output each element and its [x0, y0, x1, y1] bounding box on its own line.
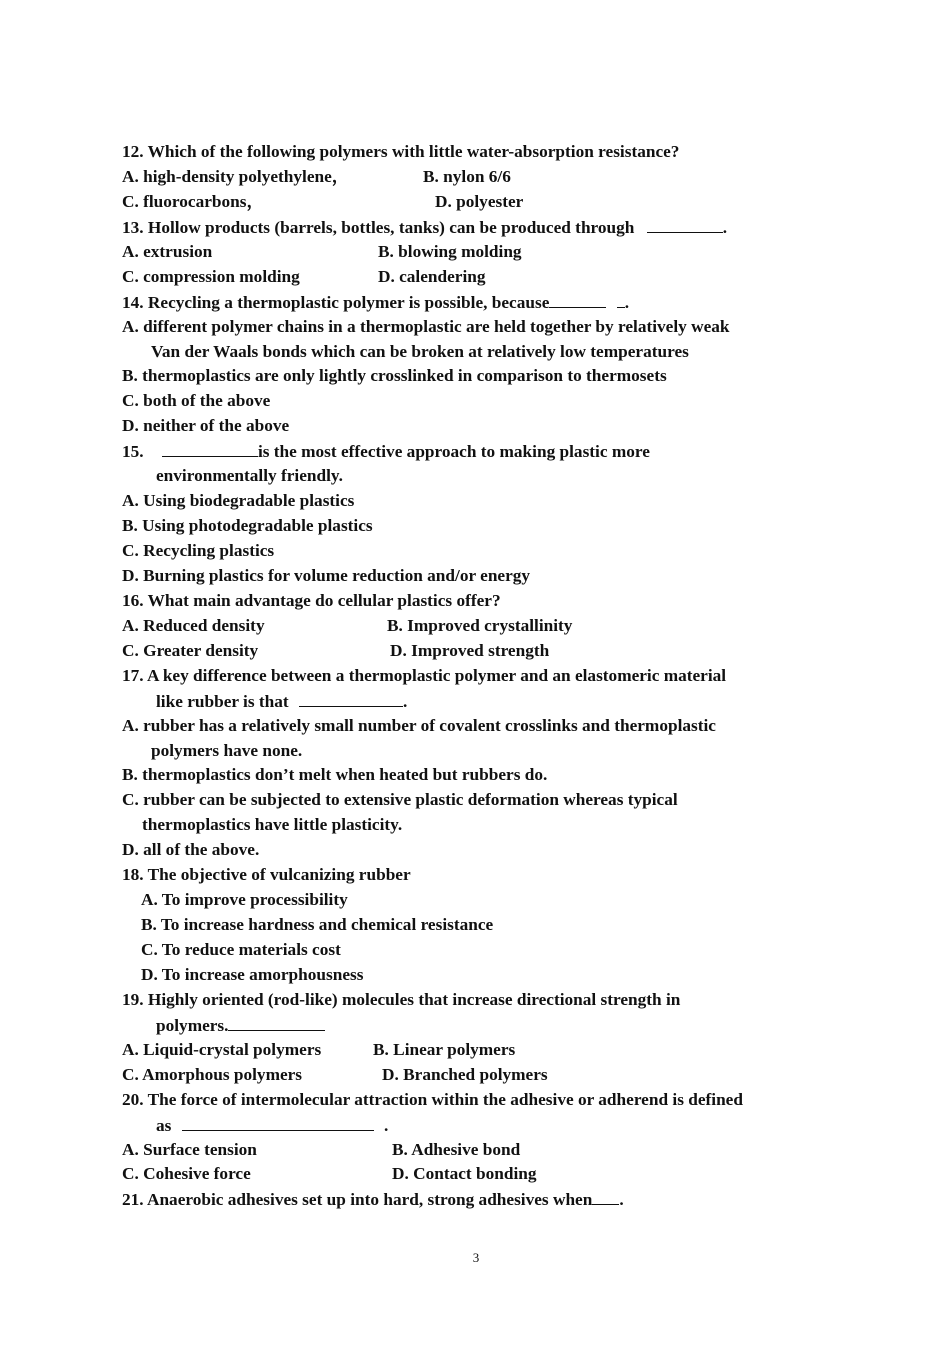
- option-b: B. Linear polymers: [373, 1039, 516, 1059]
- question-end-mark: .: [384, 1115, 389, 1135]
- question-17-option-a-cont: [122, 739, 842, 764]
- option-c-continued: thermoplastics have little plasticity.: [142, 815, 403, 835]
- option-a: A. Surface tension: [122, 1139, 257, 1159]
- question-text: 13. Hollow products (barrels, bottles, tanks) can be produced through: [122, 217, 635, 237]
- option-a: A. To improve processibility: [141, 890, 348, 910]
- question-text-continued: as: [156, 1115, 172, 1135]
- question-14-stem: [122, 290, 842, 315]
- question-18-option-d: [122, 963, 842, 988]
- option-c: C. Cohesive force: [122, 1164, 251, 1184]
- answer-blank: [162, 439, 258, 457]
- question-17-option-d: [122, 838, 842, 863]
- option-c: C. Amorphous polymers: [122, 1064, 303, 1084]
- option-c: C. fluorocarbons，: [122, 191, 264, 211]
- question-text: 12. Which of the following polymers with little water-absorption resistance?: [122, 142, 680, 161]
- question-18-option-b: [122, 913, 842, 938]
- answer-blank: [549, 290, 606, 308]
- question-text-continued: like rubber is that: [156, 691, 289, 711]
- option-d: D. Branched polymers: [382, 1064, 548, 1084]
- question-end-mark: .: [619, 1190, 624, 1210]
- question-17-stem-cont: [122, 689, 842, 714]
- option-b: B. nylon 6/6: [423, 166, 511, 186]
- question-12-options-row-1: [122, 165, 842, 190]
- option-a-continued: polymers have none.: [151, 740, 303, 760]
- option-b: B. Adhesive bond: [392, 1139, 521, 1159]
- question-19-stem: [122, 988, 842, 1013]
- question-18-option-a: [122, 888, 842, 913]
- option-b: B. blowing molding: [378, 241, 522, 261]
- question-15-option-a: [122, 489, 842, 514]
- question-14-option-a-cont: [122, 340, 842, 365]
- option-d: D. neither of the above: [122, 416, 290, 436]
- question-17-stem: [122, 664, 842, 689]
- option-c: C. To reduce materials cost: [141, 940, 341, 959]
- option-d: D. Contact bonding: [392, 1164, 537, 1184]
- question-20-stem-cont: [122, 1113, 842, 1138]
- question-13-options-row-2: [122, 265, 842, 290]
- option-a: A. different polymer chains in a thermoplastic are held together by relatively weak: [122, 316, 730, 336]
- question-15-option-b: [122, 514, 842, 539]
- question-18-option-c: [122, 938, 842, 963]
- question-end-mark: .: [624, 292, 630, 312]
- question-14-option-d: [122, 414, 842, 439]
- question-19-options-row-2: [122, 1063, 842, 1088]
- question-number: 15.: [122, 442, 144, 462]
- option-a: A. high-density polyethylene，: [122, 166, 350, 186]
- option-d: D. To increase amorphousness: [141, 964, 364, 984]
- option-c: C. both of the above: [122, 391, 271, 411]
- option-d: D. Improved strength: [390, 640, 550, 660]
- question-17-option-c: [122, 788, 842, 813]
- answer-blank: [228, 1013, 325, 1031]
- question-text: 17. A key difference between a thermoplastic polymer and an elastomeric material: [122, 665, 727, 685]
- option-c: C. Greater density: [122, 640, 259, 660]
- question-end-mark: .: [722, 217, 728, 237]
- question-14-option-a: [122, 315, 842, 340]
- question-12-stem: [122, 140, 842, 165]
- option-d: D. polyester: [435, 191, 524, 211]
- question-17-option-a: [122, 714, 842, 739]
- question-18-stem: [122, 863, 842, 888]
- answer-blank: [617, 290, 625, 308]
- question-text: 16. What main advantage do cellular plastics offer?: [122, 590, 501, 610]
- question-16-stem: [122, 589, 842, 614]
- question-15-stem-cont: [122, 464, 842, 489]
- question-text-continued: polymers.: [156, 1015, 229, 1035]
- option-d: D. calendering: [378, 266, 486, 286]
- question-16-options-row-1: [122, 614, 842, 639]
- question-end-mark: .: [403, 691, 408, 711]
- question-13-stem: [122, 215, 842, 240]
- question-text: 21. Anaerobic adhesives set up into hard, strong adhesives when: [122, 1190, 593, 1210]
- question-17-option-c-cont: [122, 813, 842, 838]
- answer-blank: [299, 689, 403, 707]
- question-list: [122, 140, 842, 1212]
- answer-blank: [182, 1113, 374, 1131]
- option-a: A. Using biodegradable plastics: [122, 491, 355, 511]
- question-text-continued: environmentally friendly.: [156, 466, 343, 486]
- option-c: C. Recycling plastics: [122, 541, 275, 560]
- option-b: B. thermoplastics don’t melt when heated but rubbers do.: [122, 765, 548, 785]
- option-d: D. Burning plastics for volume reduction and/or energy: [122, 565, 531, 585]
- option-b: B. thermoplastics are only lightly crosslinked in comparison to thermosets: [122, 366, 667, 386]
- question-15-stem: [122, 439, 842, 464]
- question-text: 19. Highly oriented (rod-like) molecules that increase directional strength in: [122, 989, 681, 1009]
- answer-blank: [592, 1187, 619, 1205]
- question-20-options-row-2: [122, 1162, 842, 1187]
- question-text: 18. The objective of vulcanizing rubber: [122, 865, 411, 885]
- question-20-stem: [122, 1088, 842, 1113]
- option-a: A. rubber has a relatively small number of covalent crosslinks and thermoplastic: [122, 715, 716, 735]
- question-15-option-c: [122, 539, 842, 564]
- question-16-options-row-2: [122, 639, 842, 664]
- question-text: 20. The force of intermolecular attraction within the adhesive or adherend is defined: [122, 1089, 743, 1109]
- question-13-options-row-1: [122, 240, 842, 265]
- option-d: D. all of the above.: [122, 840, 260, 860]
- question-19-stem-cont: [122, 1013, 842, 1038]
- option-c: C. rubber can be subjected to extensive plastic deformation whereas typical: [122, 790, 678, 810]
- question-20-options-row-1: [122, 1138, 842, 1163]
- option-a: A. Reduced density: [122, 615, 265, 635]
- question-text: is the most effective approach to making plastic more: [257, 442, 650, 462]
- question-21-stem: [122, 1187, 842, 1212]
- answer-blank: [647, 215, 723, 233]
- question-text: 14. Recycling a thermoplastic polymer is possible, because: [122, 292, 550, 312]
- option-b: B. Using photodegradable plastics: [122, 516, 373, 536]
- question-12-options-row-2: [122, 190, 842, 215]
- option-a: A. extrusion: [122, 241, 213, 261]
- page-number: 3: [472, 1250, 480, 1265]
- question-17-option-b: [122, 763, 842, 788]
- option-a: A. Liquid-crystal polymers: [122, 1039, 322, 1059]
- option-c: C. compression molding: [122, 266, 300, 286]
- option-b: B. Improved crystallinity: [387, 615, 573, 635]
- option-b: B. To increase hardness and chemical resistance: [141, 915, 494, 935]
- question-19-options-row-1: [122, 1038, 842, 1063]
- question-14-option-b: [122, 364, 842, 389]
- question-14-option-c: [122, 389, 842, 414]
- option-a-continued: Van der Waals bonds which can be broken at relatively low temperatures: [151, 341, 689, 361]
- question-15-option-d: [122, 564, 842, 589]
